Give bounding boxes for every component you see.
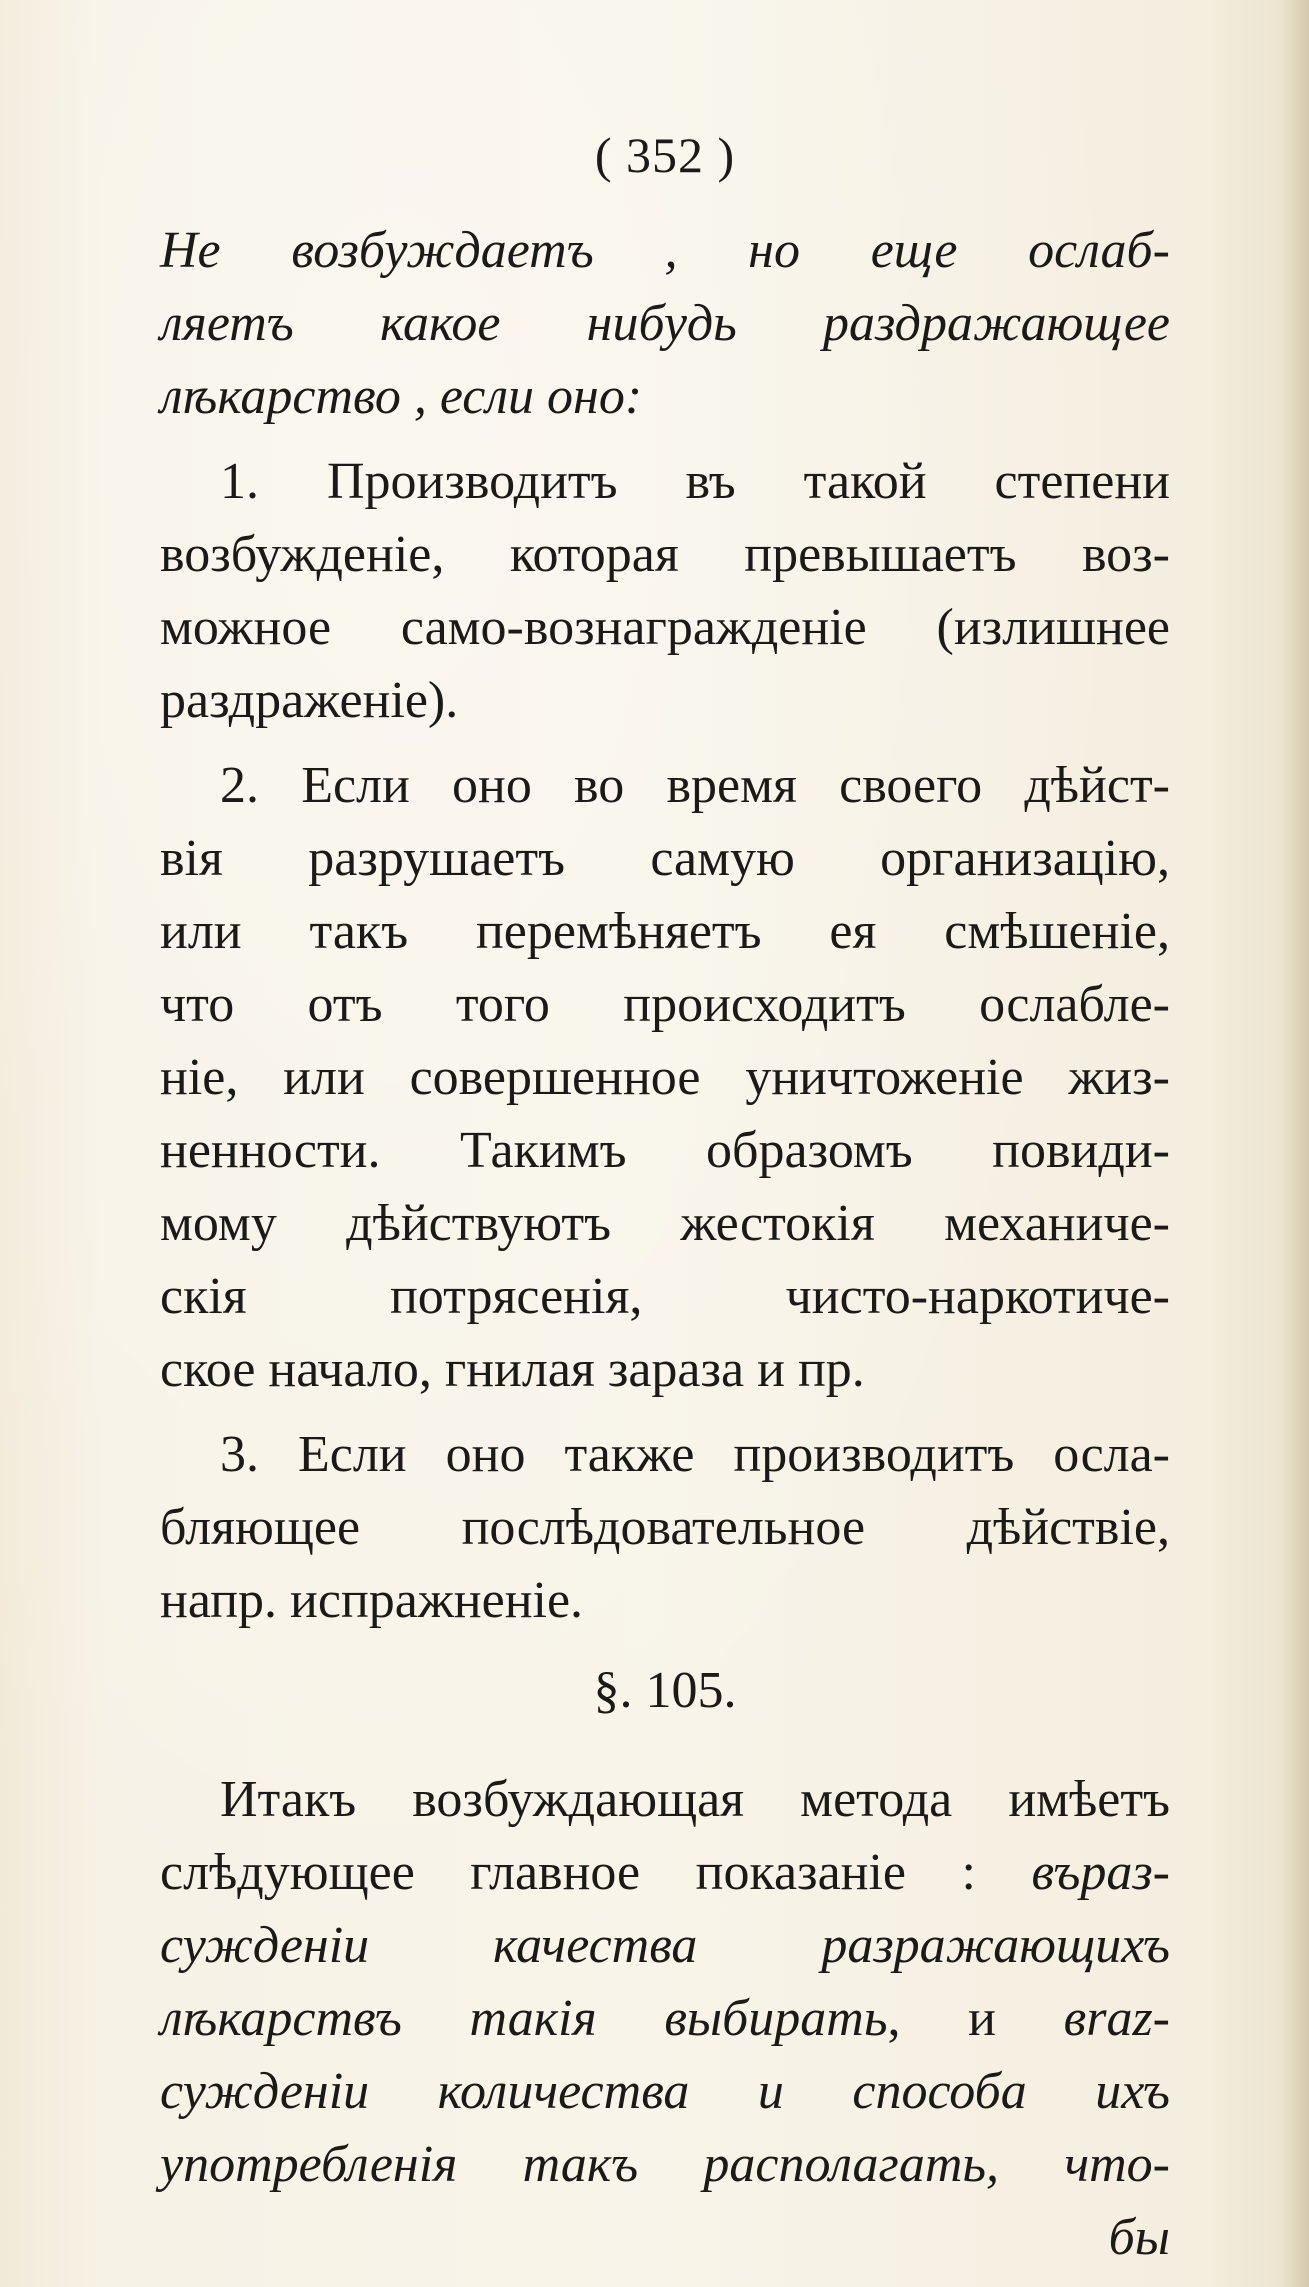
text-run-italic: лѣкарствъ такія выбирать xyxy=(160,1990,888,2047)
text-line: лѣкарство , если оно: xyxy=(160,368,643,425)
final-paragraph xyxy=(160,1763,1170,2274)
text-line: что отъ того происходитъ ослабле- xyxy=(160,976,1170,1033)
text-line: напр. испражненіе. xyxy=(160,1572,584,1629)
text-line: 2. Если оно во время своего дѣйст- xyxy=(220,757,1170,814)
text-line: бляющее послѣдовательное дѣйствіе, xyxy=(160,1499,1170,1556)
text-run: , и xyxy=(887,1990,1064,2047)
text-line: раздраженіе). xyxy=(160,672,459,729)
text-run-italic: вraz- xyxy=(1063,1990,1171,2047)
text-line: ненности. Такимъ образомъ повиди- xyxy=(160,1122,1170,1179)
page-text-block xyxy=(160,120,1170,2274)
text-line: ляетъ какое нибудь раздражающее xyxy=(160,295,1170,352)
text-line: или такъ перемѣняетъ ея смѣшеніе, xyxy=(160,903,1170,960)
page-number-header: ( 352 ) xyxy=(594,127,736,183)
text-run-italic: въраз- xyxy=(1031,1844,1170,1901)
text-line xyxy=(160,1836,1170,1909)
text-line: сужденіи качества разражающихъ xyxy=(160,1917,1170,1974)
text-line: 1. Производитъ въ такой степени xyxy=(220,453,1170,510)
text-line xyxy=(160,1982,1170,2055)
text-line: сужденіи количества и способа ихъ xyxy=(160,2063,1170,2120)
section-title: §. 105. xyxy=(593,1662,737,1719)
text-run: слѣдующее главное показаніе : xyxy=(160,1844,1032,1901)
text-line: 3. Если оно также производитъ осла- xyxy=(220,1426,1170,1483)
point-1-paragraph xyxy=(160,445,1170,737)
text-line: вія разрушаетъ самую организацію, xyxy=(160,830,1170,887)
text-line: ское начало, гнилая зараза и пр. xyxy=(160,1341,865,1398)
point-3-paragraph xyxy=(160,1418,1170,1637)
text-line: Не возбуждаетъ , но еще ослаб- xyxy=(160,222,1170,279)
text-line: можное само-вознагражденіе (излишнее xyxy=(160,599,1170,656)
page-edge-shadow xyxy=(1281,0,1309,2287)
text-line: употребленія такъ располагать, что- xyxy=(160,2136,1170,2193)
catchword: бы xyxy=(1108,2209,1170,2266)
text-line: ніе, или совершенное уничтоженіе жиз- xyxy=(160,1049,1170,1106)
text-line: мому дѣйствуютъ жестокія механиче- xyxy=(160,1195,1170,1252)
point-2-paragraph xyxy=(160,749,1170,1406)
text-line: Итакъ возбуждающая метода имѣетъ xyxy=(220,1771,1170,1828)
intro-paragraph xyxy=(160,214,1170,433)
text-line: возбужденіе, которая превышаетъ воз- xyxy=(160,526,1170,583)
text-line: скія потрясенія, чисто-наркотиче- xyxy=(160,1268,1170,1325)
